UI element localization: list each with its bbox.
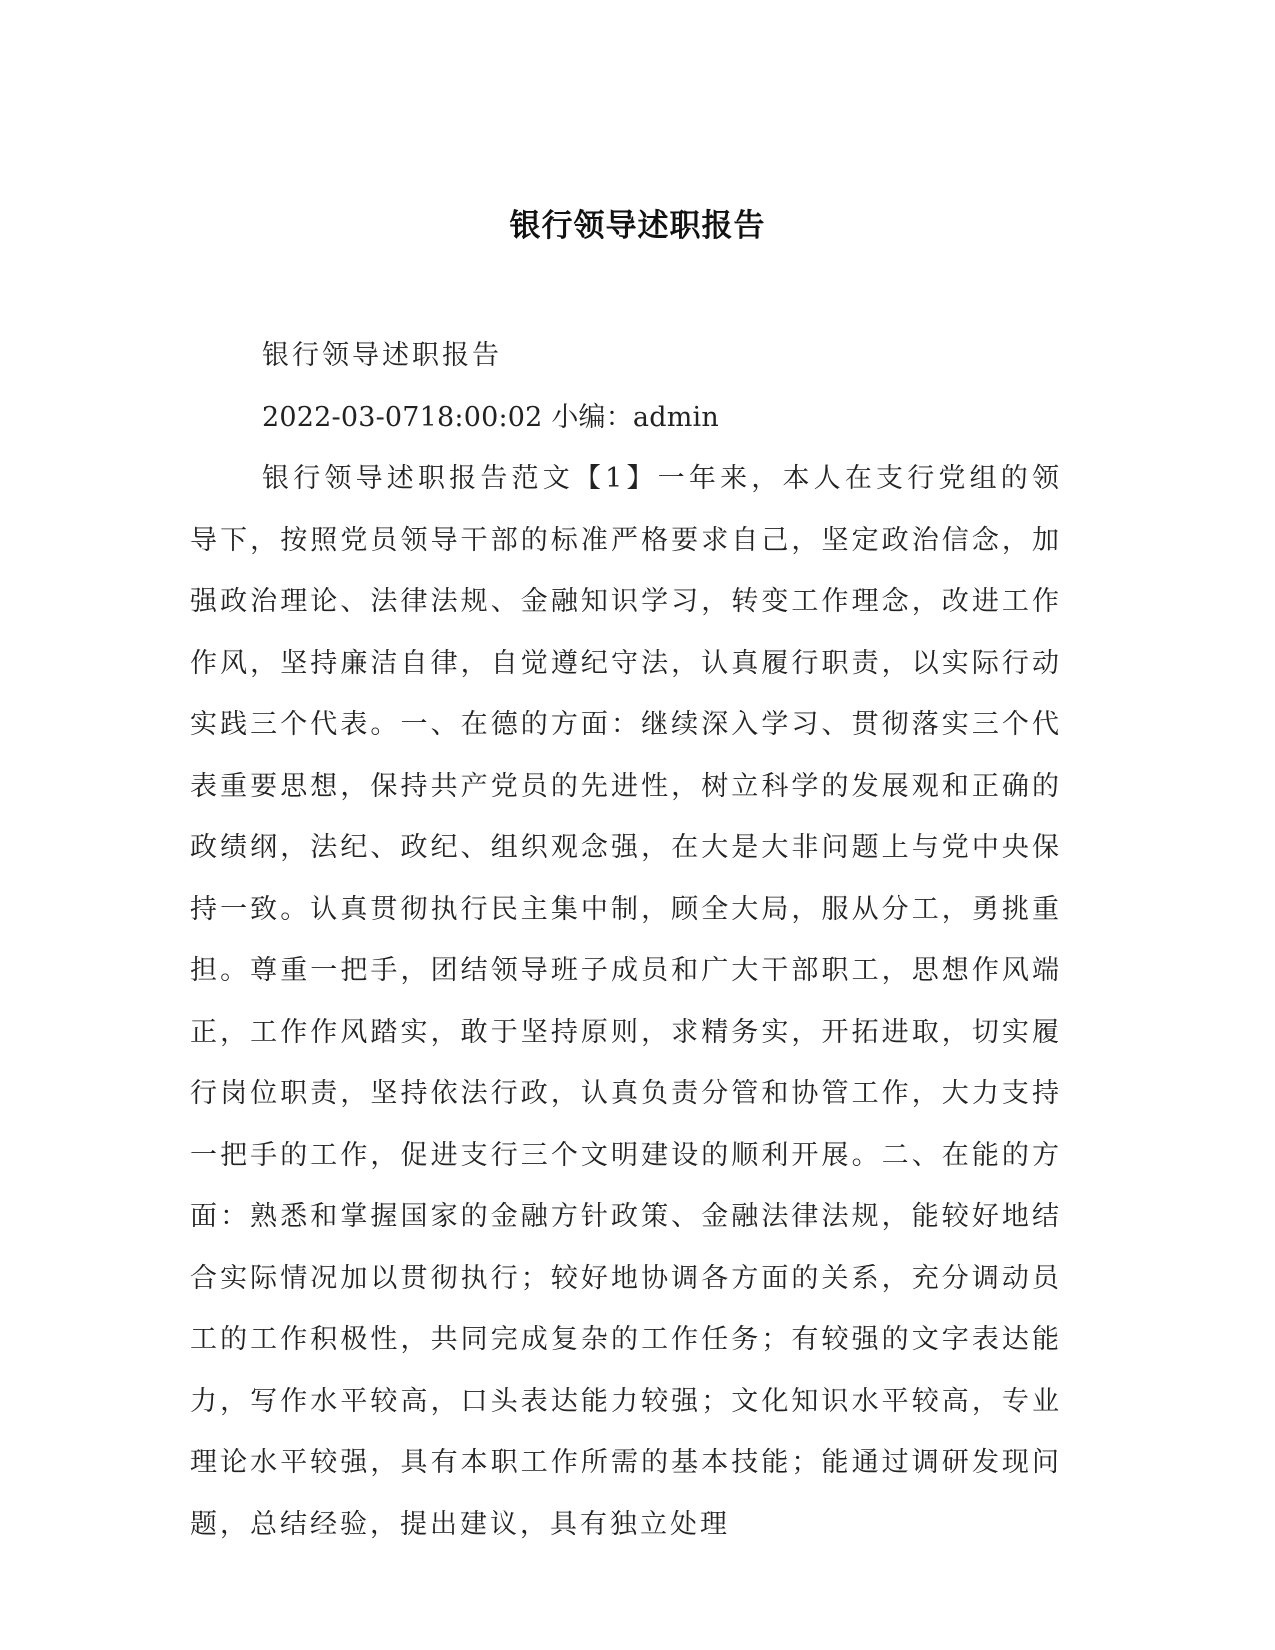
document-title: 银行领导述职报告 — [509, 208, 766, 244]
document-body — [190, 325, 1062, 1555]
publish-meta-line: 2022-03-0718:00:02 小编：admin — [262, 401, 719, 433]
body-paragraph: 银行领导述职报告范文【1】一年来，本人在支行党组的领导下，按照党员领导干部的标准严格要求自己，坚定政治信念，加强政治理论、法律法规、金融知识学习，转变工作理念，改进工作作风，坚持廉洁自律，自觉遵纪守法，认真履行职责，以实际行动实践三个代表。一、在德的方面：继续深入学习、贯彻落实三个代表重要思想，保持共产党员的先进性，树立科学的发展观和正确的政绩纲，法纪、政纪、组织观念强，在大是大非问题上与党中央保持一致。认真贯彻执行民主集中制，顾全大局，服从分工，勇挑重担。尊重一把手，团结领导班子成员和广大干部职工，思想作风端正，工作作风踏实，敢于坚持原则，求精务实，开拓进取，切实履行岗位职责，坚持依法行政，认真负责分管和协管工作，大力支持一把手的工作，促进支行三个文明建设的顺利开展。二、在能的方面：熟悉和掌握国家的金融方针政策、金融法律法规，能较好地结合实际情况加以贯彻执行；较好地协调各方面的关系，充分调动员工的工作积极性，共同完成复杂的工作任务；有较强的文字表达能力，写作水平较高，口头表达能力较强；文化知识水平较高，专业理论水平较强，具有本职工作所需的基本技能；能通过调研发现问题，总结经验，提出建议，具有独立处理 — [190, 463, 1062, 1540]
document-subtitle: 银行领导述职报告 — [262, 340, 502, 371]
